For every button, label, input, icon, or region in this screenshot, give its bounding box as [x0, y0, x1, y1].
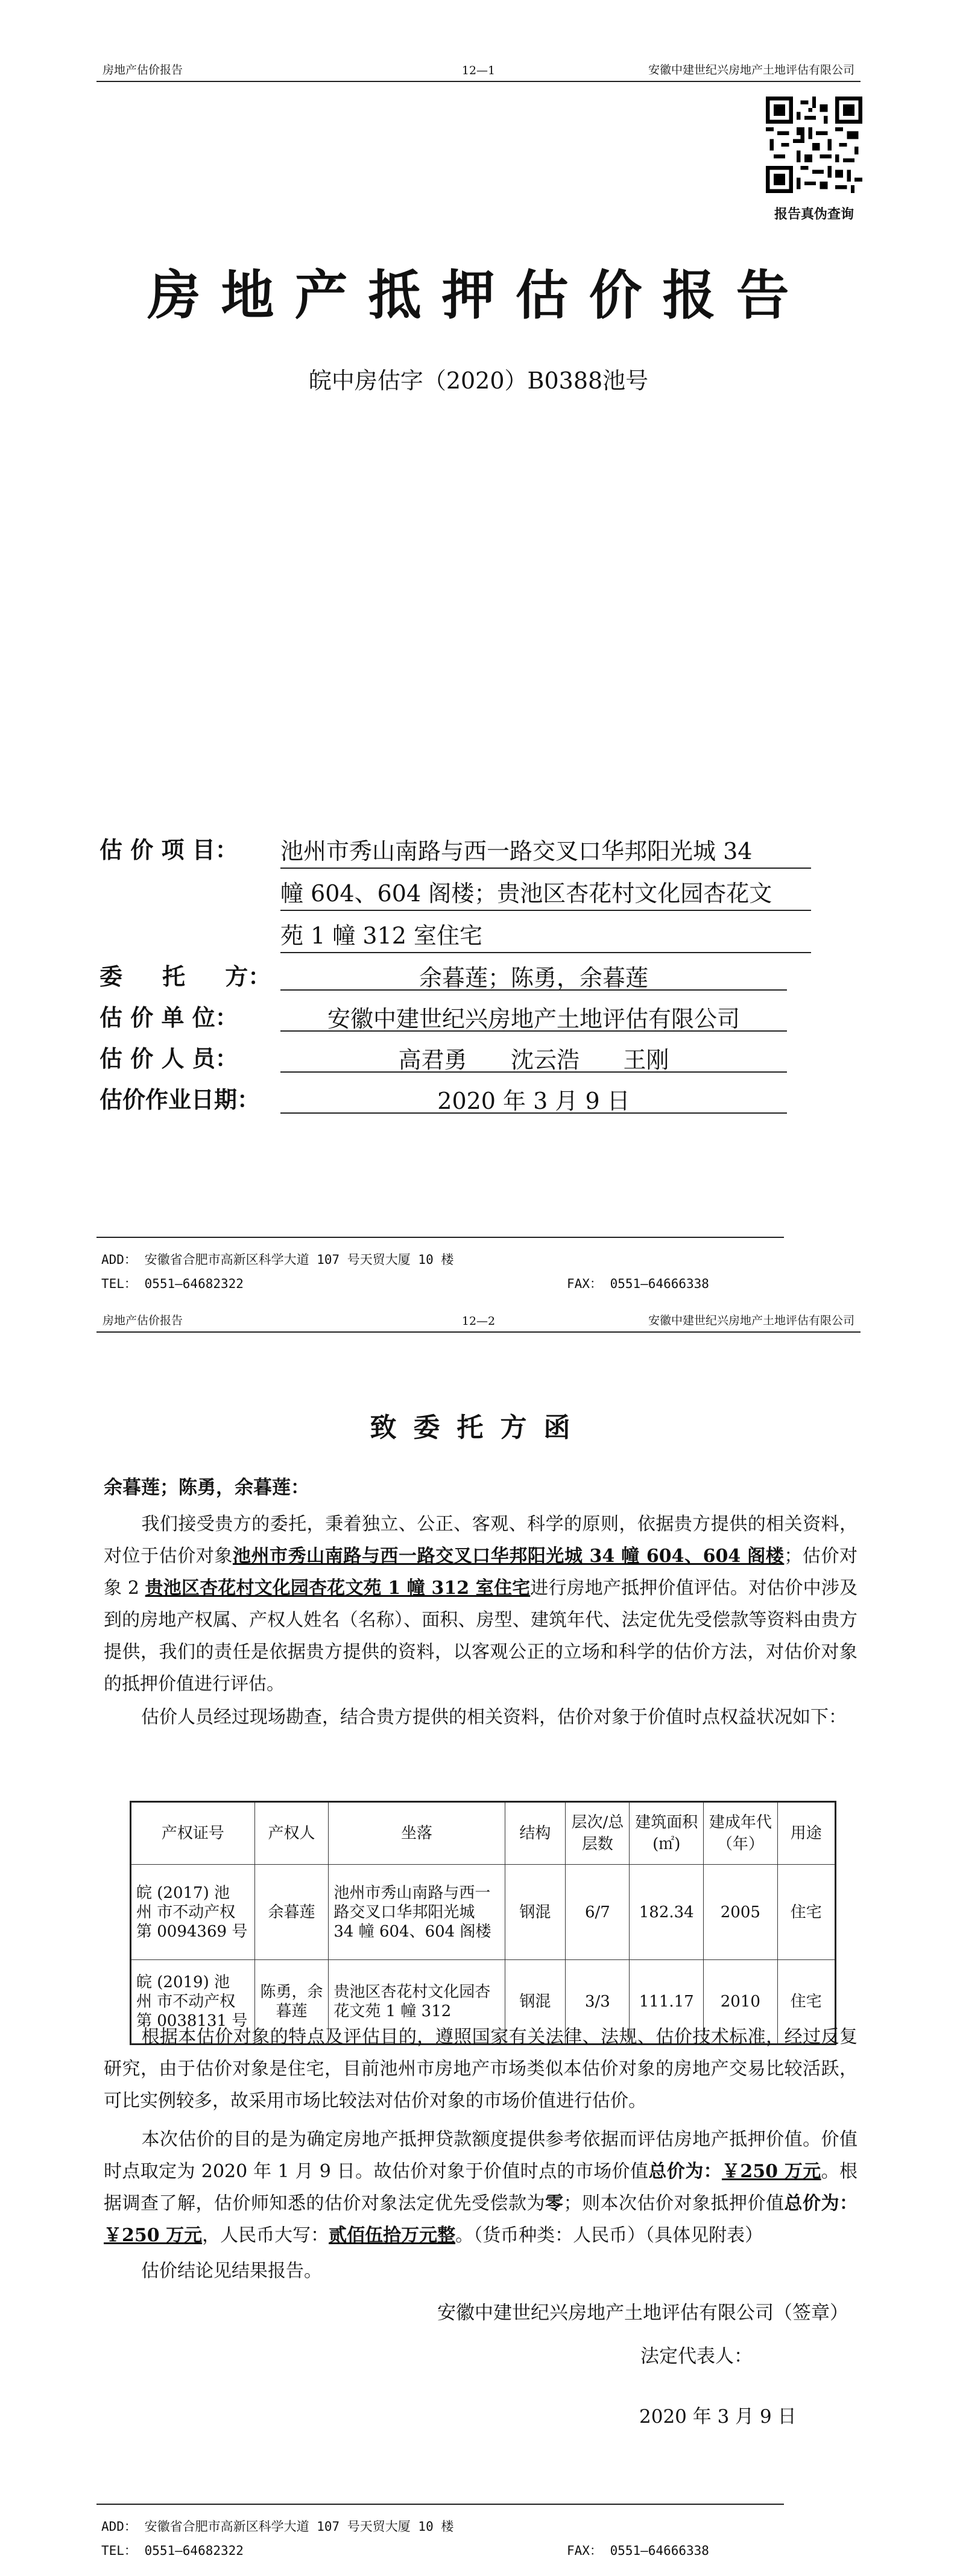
p4-text-d: ，人民币大写：: [202, 2225, 329, 2246]
cell-year: 2010: [704, 1960, 778, 2045]
p1-object-1: 池州市秀山南路与西一路交叉口华邦阳光城 34 幢 604、604 阁楼: [232, 1546, 785, 1567]
report-number: 皖中房估字（2020）B0388池号: [308, 367, 649, 394]
footer-rule: [96, 2504, 784, 2505]
letter-paragraph-4: [104, 2124, 858, 2251]
info-row-client: [99, 947, 823, 991]
letter-title: 致委托方函: [370, 1412, 587, 1443]
p1-text-c: 进行房地产抵押价值评估。对估价中涉及到的房地产权属、产权人姓名（名称）、面积、房型、建筑年代、法定优先受偿款等资料由贵方提供，我们的责任是依据贵方提供的资料，以客观公正的立场和科学的估价方法，对估价对象的抵押价值进行评估。: [104, 1578, 858, 1695]
header-left: 房地产估价报告: [103, 63, 183, 77]
table-row: [131, 1865, 836, 1960]
footer-address: ADD： 安徽省合肥市高新区科学大道 107 号天贸大厦 10 楼: [101, 2519, 454, 2534]
property-table: [130, 1801, 836, 2045]
footer-tel: TEL： 0551—64682322: [101, 2543, 244, 2558]
p3-text: 根据本估价对象的特点及评估目的，遵照国家有关法律、法规、估价技术标准，经过反复研究，由于估价对象是住宅，目前池州市房地产市场类似本估价对象的房地产交易比较活跃，可比实例较多，故采用市场比较法对估价对象的市场价值进行估价。: [104, 2026, 858, 2111]
footer-rule: [96, 1237, 784, 1238]
project-value: [280, 830, 823, 957]
cell-use: 住宅: [777, 1960, 835, 2045]
signature-date: 2020 年 3 月 9 日: [639, 2406, 797, 2428]
cell-location: 贵池区杏花村文化园杏花文苑 1 幢 312: [329, 1960, 505, 2045]
col-header-owner: 产权人: [254, 1802, 329, 1865]
signature-legal-rep: 法定代表人：: [640, 2346, 753, 2367]
p4-total2-label: 总价为：: [784, 2193, 858, 2214]
info-row-project: [99, 820, 823, 947]
p1-object-2: 贵池区杏花村文化园杏花文苑 1 幢 312 室住宅: [145, 1578, 531, 1599]
col-header-location: 坐落: [329, 1802, 505, 1865]
footer-address: ADD： 安徽省合肥市高新区科学大道 107 号天贸大厦 10 楼: [101, 1252, 454, 1267]
cell-owner: 余暮莲: [254, 1865, 329, 1960]
cell-floor: 6/7: [566, 1865, 630, 1960]
cell-structure: 钢混: [505, 1960, 566, 2045]
client-label: 委 托 方：: [99, 963, 271, 990]
page-header: [96, 63, 861, 82]
project-label: 估 价 项 目：: [99, 836, 238, 863]
p2-text: 估价人员经过现场勘查，结合贵方提供的相关资料，估价对象于价值时点权益状况如下：: [141, 1707, 847, 1728]
cell-location: 池州市秀山南路与西一路交叉口华邦阳光城 34 幢 604、604 阁楼: [329, 1865, 505, 1960]
footer-fax: FAX： 0551—64666338: [567, 2543, 709, 2558]
cell-floor: 3/3: [566, 1960, 630, 2045]
unit-value: 安徽中建世纪兴房地产土地评估有限公司: [327, 1006, 740, 1032]
staff-value: 高君勇 沈云浩 王刚: [398, 1047, 669, 1073]
cell-area: 111.17: [630, 1960, 704, 2045]
qr-verify-label: 报告真伪查询: [774, 206, 854, 222]
col-header-use: 用途: [777, 1802, 835, 1865]
cell-use: 住宅: [777, 1865, 835, 1960]
client-value: 余暮莲；陈勇，余暮莲: [418, 965, 648, 991]
p4-text-a: 本次估价的目的是为确定房地产抵押贷款额度提供参考依据而评估房地产抵押价值。价值时点取定为 2020 年 1 月 9 日。故估价对象于价值时点的市场价值: [104, 2129, 858, 2182]
date-label: 估价作业日期：: [99, 1086, 261, 1113]
letter-paragraph-3: [104, 2021, 858, 2117]
footer-tel: TEL： 0551—64682322: [101, 1277, 244, 1291]
header-page-number: 12—1: [461, 64, 496, 77]
p4-text-b: 。根据调查了解，估价师知悉的估价对象法定优先受偿款为: [104, 2161, 858, 2214]
page-header: [96, 1312, 861, 1333]
footer-fax: FAX： 0551—64666338: [567, 1277, 709, 1291]
header-company: 安徽中建世纪兴房地产土地评估有限公司: [648, 1314, 854, 1327]
unit-label: 估 价 单 位：: [99, 1004, 238, 1031]
cell-cert: 皖 (2017) 池 州 市不动产权第 0094369 号: [131, 1865, 255, 1960]
letter-paragraph-2: [104, 1701, 858, 1733]
col-header-floor: 层次/总层数: [566, 1802, 630, 1865]
header-left: 房地产估价报告: [103, 1314, 183, 1327]
letter-salutation: 余暮莲；陈勇，余暮莲：: [104, 1477, 309, 1499]
project-line-1: 池州市秀山南路与西一路交叉口华邦阳光城 34: [280, 838, 753, 864]
p5-text: 估价结论见结果报告。: [141, 2260, 322, 2282]
p4-amount-uppercase: 贰佰伍拾万元整: [329, 2225, 456, 2246]
header-page-number: 12—2: [461, 1315, 496, 1328]
underline: [280, 910, 811, 911]
cell-structure: 钢混: [505, 1865, 566, 1960]
info-row-staff: [99, 1029, 823, 1073]
table-header-row: [131, 1802, 836, 1865]
p4-priority-amount: 零: [545, 2193, 564, 2214]
underline: [280, 1112, 787, 1114]
col-header-cert: 产权证号: [131, 1802, 255, 1865]
col-header-area: 建筑面积(㎡): [630, 1802, 704, 1865]
signature-company: 安徽中建世纪兴房地产土地评估有限公司（签章）: [437, 2302, 848, 2324]
letter-paragraph-5: [104, 2255, 858, 2287]
cell-area: 182.34: [630, 1865, 704, 1960]
cell-owner: 陈勇，余暮莲: [254, 1960, 329, 2045]
qr-code-icon[interactable]: [766, 97, 862, 193]
p1-text-a: 我们接受贵方的委托，秉着独立、公正、客观、科学的原则，依据贵方提供的相关资料，对位于估价对象: [104, 1514, 858, 1567]
p4-mortgage-value: ￥250 万元: [104, 2225, 203, 2246]
info-row-unit: [99, 988, 823, 1032]
report-title: 房地产抵押估价报告: [147, 264, 810, 326]
project-line-3: 苑 1 幢 312 室住宅: [280, 922, 483, 949]
project-line-2: 幢 604、604 阁楼；贵池区杏花村文化园杏花文: [280, 880, 772, 907]
letter-paragraph-1: [104, 1508, 858, 1700]
date-value: 2020 年 3 月 9 日: [437, 1088, 630, 1114]
staff-label: 估 价 人 员：: [99, 1045, 238, 1072]
col-header-structure: 结构: [505, 1802, 566, 1865]
p4-text-e: 。（货币种类：人民币）（具体见附表）: [455, 2225, 763, 2246]
col-header-year: 建成年代（年）: [704, 1802, 778, 1865]
info-row-date: [99, 1070, 823, 1114]
p1-text-b: ；估价对象 2: [104, 1546, 858, 1599]
underline: [280, 868, 811, 869]
cell-cert: 皖 (2019) 池 州 市不动产权第 0038131 号: [131, 1960, 255, 2045]
cell-year: 2005: [704, 1865, 778, 1960]
p4-total-label: 总价为：: [648, 2161, 722, 2182]
p4-market-value: ￥250 万元: [721, 2161, 821, 2182]
report-info-block: [99, 820, 823, 1114]
p4-text-c: ；则本次估价对象抵押价值: [563, 2193, 785, 2214]
header-company: 安徽中建世纪兴房地产土地评估有限公司: [648, 63, 854, 77]
